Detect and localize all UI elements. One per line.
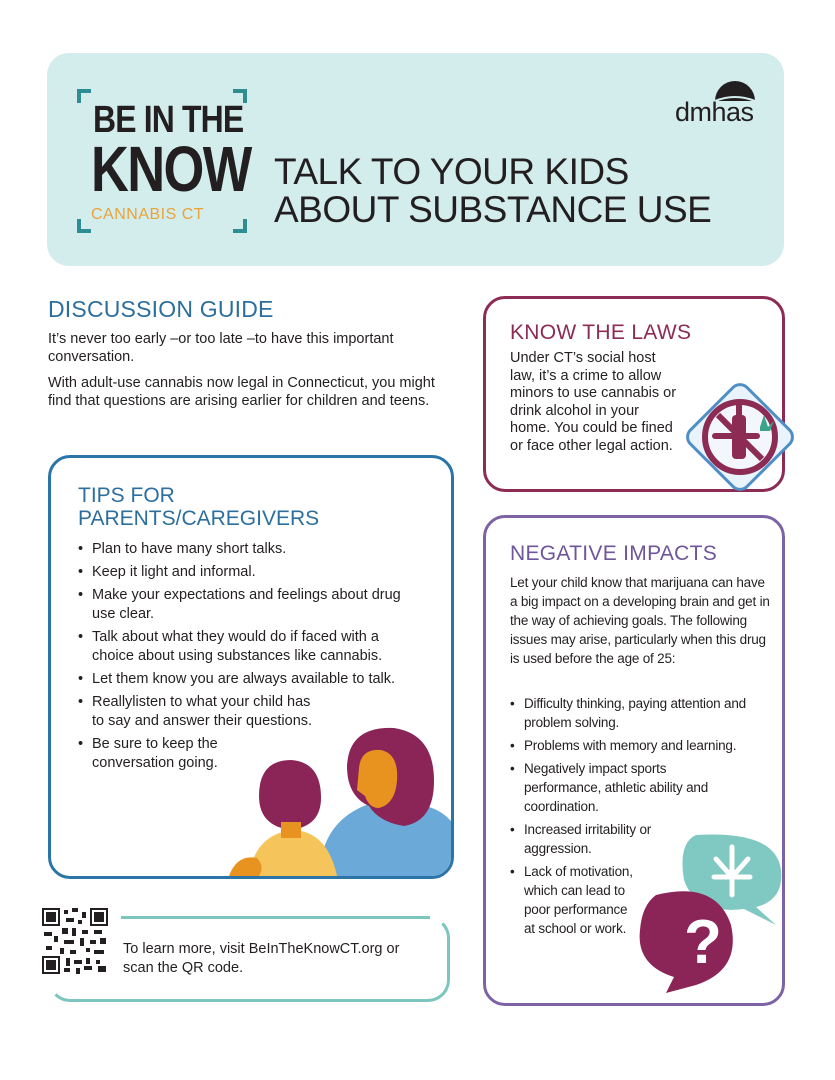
negative-impacts-title: NEGATIVE IMPACTS <box>510 542 718 565</box>
logo-bracket-top-left <box>77 89 91 103</box>
tips-title-line-2: PARENTS/CAREGIVERS <box>78 507 320 530</box>
header-banner <box>47 53 784 266</box>
logo-line-2: KNOW <box>91 133 251 205</box>
laws-paragraph: Under CT’s social host law, it’s a crime to allow minors to use cannabis or drink alcohol in your home. You could be fined or face other legal action. <box>510 350 677 454</box>
dmhas-text: dmhas <box>675 97 754 127</box>
title-line-2: ABOUT SUBSTANCE USE <box>274 189 712 230</box>
title-line-1: TALK TO YOUR KIDS <box>274 151 629 192</box>
logo-bracket-bottom-right <box>233 219 247 233</box>
list-item: • Let them know you are always available to talk. <box>78 670 408 689</box>
no-substances-sign-icon <box>674 371 806 503</box>
svg-text:?: ? <box>684 908 722 977</box>
list-item: • Make your expectations and feelings about drug use clear. <box>78 586 408 624</box>
list-item: • Increased irritability or aggression. <box>510 820 655 858</box>
dmhas-logo <box>675 79 759 129</box>
list-item: • Talk about what they would do if faced with a choice about using substances like cannabis. <box>78 628 408 666</box>
discussion-paragraph-1: It’s never too early –or too late –to have this important conversation. <box>48 331 394 365</box>
learn-more-border-top <box>121 916 430 919</box>
cannabis-question-bubbles-icon <box>636 825 786 995</box>
list-item: • Reallylisten to what your child has to say and answer their questions. <box>78 693 313 731</box>
logo-line-3: CANNABIS CT <box>91 206 205 223</box>
tips-box <box>48 455 454 879</box>
discussion-paragraph-2: With adult-use cannabis now legal in Connecticut, you might find that questions are arising earlier for children and teens. <box>48 375 435 409</box>
list-item: • Keep it light and informal. <box>78 563 408 582</box>
tips-title <box>78 484 319 530</box>
be-in-the-know-logo <box>77 89 251 233</box>
list-item: • Plan to have many short talks. <box>78 540 408 559</box>
list-item: • Lack of motivation, which can lead to poor performance at school or work. <box>510 862 635 938</box>
list-item: • Problems with memory and learning. <box>510 736 772 755</box>
tips-title-line-1: TIPS FOR <box>78 484 175 507</box>
parent-and-child-illustration <box>229 726 451 876</box>
logo-line-1: BE IN THE <box>93 99 244 141</box>
list-item: • Negatively impact sports performance, athletic ability and coordination. <box>510 759 710 816</box>
learn-more-text: To learn more, visit BeInTheKnowCT.org or scan the QR code. <box>123 941 400 976</box>
qr-code-icon[interactable] <box>42 908 108 974</box>
logo-bracket-bottom-left <box>77 219 91 233</box>
list-item: • Be sure to keep the conversation going. <box>78 735 218 773</box>
negative-impacts-intro: Let your child know that marijuana can have a big impact on a developing brain and get in the way of achieving goals. The following issues may arise, particularly when this drug is used before the age of 25: <box>510 575 770 666</box>
list-item: • Difficulty thinking, paying attention and problem solving. <box>510 694 772 732</box>
page-title <box>274 153 754 229</box>
know-the-laws-box <box>483 296 785 492</box>
discussion-guide-title: DISCUSSION GUIDE <box>48 296 274 322</box>
negative-impacts-box <box>483 515 785 1006</box>
laws-title: KNOW THE LAWS <box>510 321 692 344</box>
